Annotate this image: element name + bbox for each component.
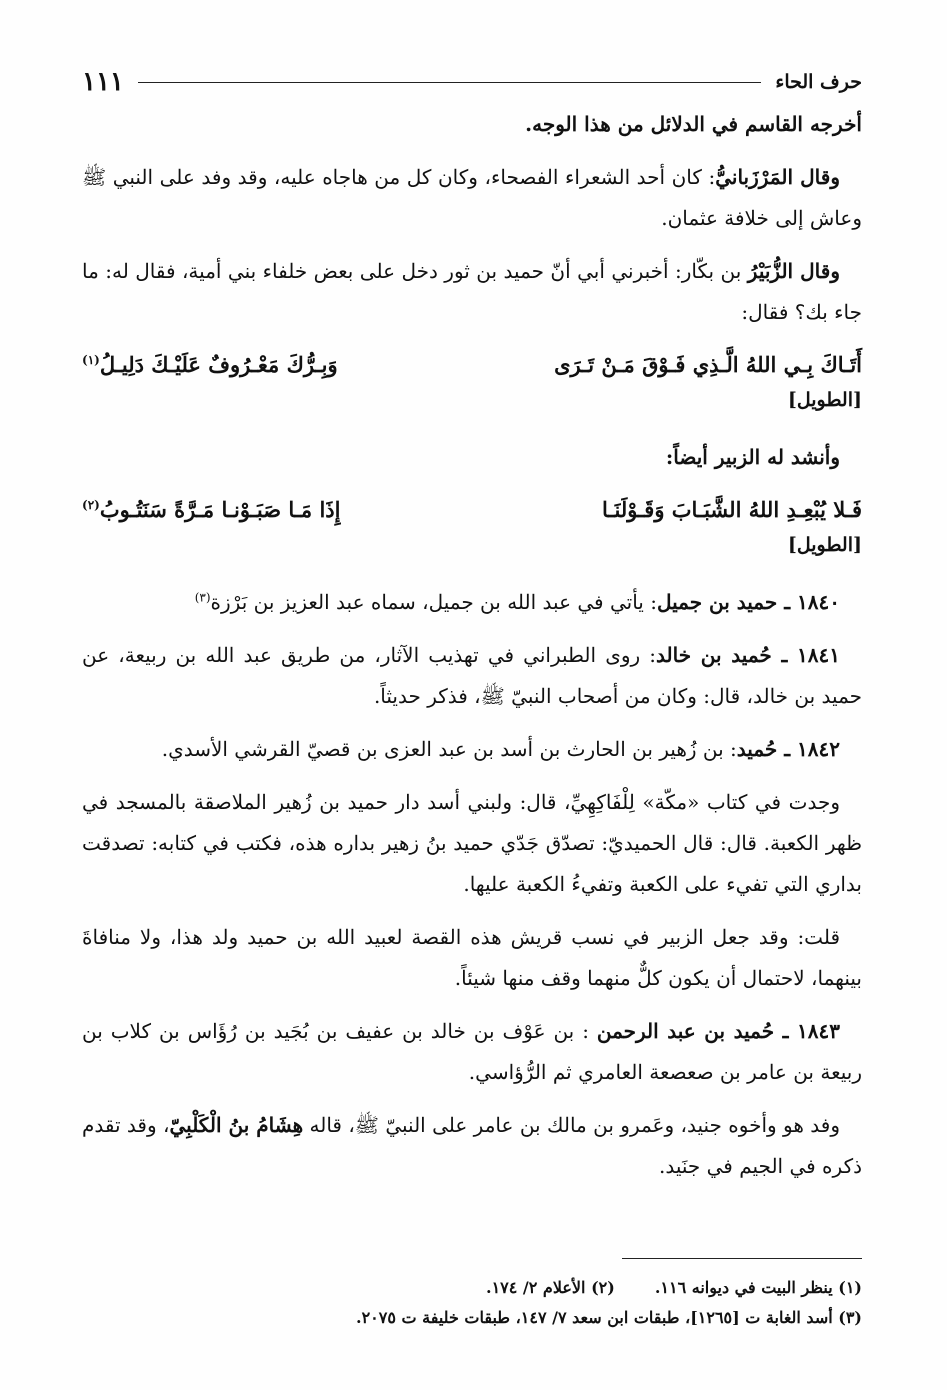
paragraph-zubair-again: وأنشد له الزبير أيضاً:	[665, 445, 840, 469]
entry-1843	[82, 1011, 862, 1093]
book-page	[82, 60, 862, 1360]
footnote-1: (١) ينظر البيت في ديوانه ١١٦.	[654, 1278, 862, 1297]
entry-1843-heading: ١٨٤٣ ـ حُميد بن عبد الرحمن	[596, 1019, 840, 1043]
footnote-ref-1: (١)	[82, 353, 100, 367]
paragraph-zubair	[82, 251, 862, 333]
footnote-2: (٢) الأعلام ٢/ ١٧٤.	[485, 1278, 615, 1297]
zubair-text: بن بكّار: أخبرني أبي أنّ حميد بن ثور دخل على بعض خلفاء بني أمية، فقال له: ما جاء بك؟ فقال:	[82, 259, 862, 324]
verse-2-second-hemistich	[82, 490, 341, 530]
marzubani-name: وقال المَرْزَبانيُّ	[715, 165, 840, 189]
entry-1843-text: : بن عَوْف بن خالد بن عفيف بن بُجَيد بن رُؤَاس بن كلاب بن ربيعة بن عامر بن صعصعة العامري ثم الرُّؤاسي.	[82, 1019, 862, 1084]
entry-1841	[82, 635, 862, 717]
verse-2-second-text: إِذَا مَـا صَبَـوْنـا مَـرَّةً سَنَتُـوبُ	[99, 497, 341, 522]
footnote-row	[82, 1273, 862, 1303]
meter-label-1: [الطويل]	[787, 389, 862, 411]
entry-1842-heading: ١٨٤٢ ـ حُميد	[736, 737, 840, 761]
verse-2	[82, 490, 862, 530]
entry-1840	[82, 582, 862, 623]
entry-1842-text: : بن زُهير بن الحارث بن أسد بن عبد العزى بن قصيّ القرشي الأسدي.	[161, 737, 737, 761]
entry-1842	[82, 729, 862, 770]
entry-1840-text: : يأتي في عبد الله بن جميل، سماه عبد العزيز بن بَرْزة	[210, 590, 657, 614]
footnote-rule	[622, 1258, 862, 1259]
main-text	[82, 104, 862, 1187]
paragraph-marzubani	[82, 157, 862, 239]
page-number: ١١١	[82, 67, 124, 97]
meter-label-2: [الطويل]	[787, 534, 862, 556]
verse-1-second-text: وَبِـرُّكَ مَعْـرُوفٌ عَلَيْـكَ دَلِيـلُ	[99, 352, 338, 377]
paragraph-dalail: أخرجه القاسم في الدلائل من هذا الوجه.	[525, 112, 862, 136]
marzubani-text: : كان أحد الشعراء الفصحاء، وكان كل من هاجاه عليه، وقد وفد على النبي ﷺ وعاش إلى خلافة عثمان.	[82, 165, 862, 230]
paragraph-wafd	[82, 1105, 862, 1187]
zubair-name: وقال الزُّبَيْرُ	[747, 259, 840, 283]
verse-1-second-hemistich	[82, 345, 338, 385]
paragraph-qultu: قلت: وقد جعل الزبير في نسب قريش هذه القصة لعبيد الله بن حميد ولد هذا، ولا منافاةَ بينهما، لاحتمال أن يكون كلٌّ منهما وقف منها شيئاً.	[82, 925, 862, 990]
footnote-3: (٣) أسد الغابة ت [١٢٦٥]، طبقات ابن سعد ٧/ ١٤٧، طبقات خليفة ت ٢٠٧٥.	[356, 1308, 862, 1327]
hisham-name: هِشَامُ بنُ الْكَلْبِيّ	[169, 1113, 304, 1137]
wafd-tail: ، وقد تقدم ذكره في الجيم في جنَيد.	[82, 1113, 862, 1178]
entry-1841-text: : روى الطبراني في تهذيب الآثار، من طريق عبد الله بن ربيعة، عن حميد بن خالد، قال: وكان من أصحاب النبيّ ﷺ، فذكر حديثاً.	[82, 643, 862, 708]
footnote-ref-3: (٣)	[194, 590, 211, 605]
entry-1841-heading: ١٨٤١ ـ حُميد بن خالد	[656, 643, 840, 667]
verse-1-first-hemistich: أَتَـاكَ بِـي اللهُ الَّـذِي فَـوْقَ مَـنْ تَـرَى	[554, 352, 862, 377]
header-rule	[138, 82, 761, 83]
verse-2-first-hemistich: فَـلا يُبْعِـدِ اللهُ الشَّبَـابَ وَقَـوْلَنَـا	[602, 497, 862, 522]
wafd-text: وفد هو وأخوه جنيد، وعَمرو بن مالك بن عامر على النبيّ ﷺ، قاله	[303, 1113, 840, 1137]
page-header	[82, 60, 862, 104]
footnote-ref-2: (٢)	[82, 498, 100, 512]
running-head: حرف الحاء	[775, 71, 862, 93]
verse-1	[82, 345, 862, 385]
paragraph-makkah: وجدت في كتاب «مكّة» لِلْفَاكِهِيِّ، قال: ولبني أسد دار حميد بن زُهير الملاصقة بالمسجد في ظهر الكعبة. قال: قال الحميديّ: تصدّق جَدّي حميد بنُ زهير بداره هذه، فكتب في كتابه: تصدقت بداري التي تفيء على الكعبة وتفيءُ الكعبة عليها.	[82, 790, 862, 896]
footnotes	[82, 1258, 862, 1333]
entry-1840-heading: ١٨٤٠ ـ حميد بن جميل	[656, 590, 840, 614]
